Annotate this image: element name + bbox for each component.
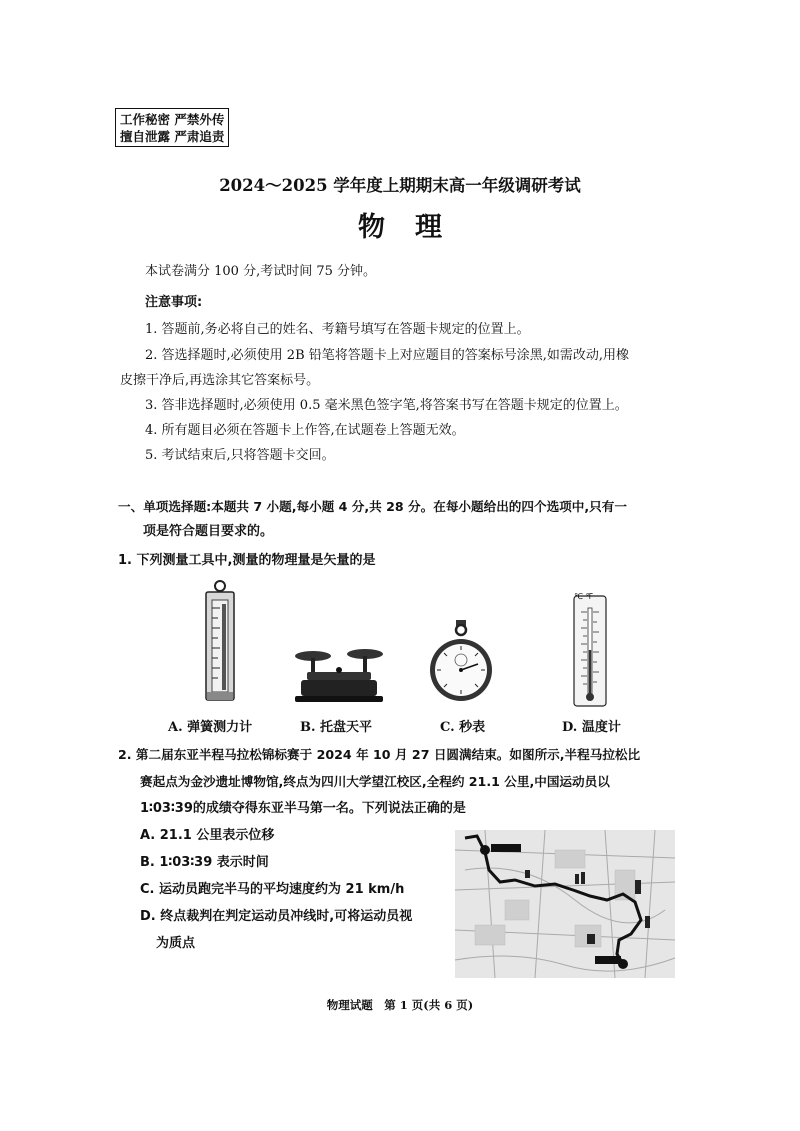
stopwatch-icon xyxy=(428,620,494,706)
page-footer: 物理试题 第 1 页(共 6 页) xyxy=(326,998,474,1012)
marathon-route-map xyxy=(455,830,675,978)
thermometer-icon xyxy=(572,588,608,708)
stamp-line-2: 擅自泄露 严肃追责 xyxy=(120,129,225,144)
section-1-heading: 一、单项选择题:本题共 7 小题,每小题 4 分,共 28 分。在每小题给出的四个选项中,只有一 xyxy=(118,499,627,514)
q2-stem-line-1: 2. 第二届东亚半程马拉松锦标赛于 2024 年 10 月 27 日圆满结束。如图所示,半程马拉松比 xyxy=(118,747,641,762)
q2-stem-line-3: 1∶03∶39的成绩夺得东亚半马第一名。下列说法正确的是 xyxy=(140,801,466,816)
q1-option-d: D. 温度计 xyxy=(562,720,621,735)
q2-option-b: B. 1∶03∶39 表示时间 xyxy=(140,855,269,870)
balance-scale-icon xyxy=(293,640,385,704)
q2-stem-line-2: 赛起点为金沙遗址博物馆,终点为四川大学望江校区,全程约 21.1 公里,中国运动员以 xyxy=(140,774,610,789)
q1-option-a: A. 弹簧测力计 xyxy=(168,720,253,735)
notice-item-4: 4. 所有题目必须在答题卡上作答,在试题卷上答题无效。 xyxy=(145,423,465,438)
subject-title: 物理 xyxy=(358,212,472,243)
notice-item-2-cont: 皮擦干净后,再选涂其它答案标号。 xyxy=(120,373,320,388)
notice-item-2: 2. 答选择题时,必须使用 2B 铅笔将答题卡上对应题目的答案标号涂黑,如需改动,用橡 xyxy=(145,348,630,363)
thermometer-units: ℃ ℉ xyxy=(574,592,594,601)
notice-item-3: 3. 答非选择题时,必须使用 0.5 毫米黑色签字笔,将答案书写在答题卡规定的位置上。 xyxy=(145,398,628,413)
notice-item-5: 5. 考试结束后,只将答题卡交回。 xyxy=(145,448,335,463)
spring-scale-icon xyxy=(196,580,244,705)
q1-stem: 1. 下列测量工具中,测量的物理量是矢量的是 xyxy=(118,553,376,568)
notice-item-1: 1. 答题前,务必将自己的姓名、考籍号填写在答题卡规定的位置上。 xyxy=(145,322,530,337)
exam-title: 2024～2025 学年度上期期末高一年级调研考试 xyxy=(219,176,581,195)
notice-title: 注意事项: xyxy=(145,295,203,310)
section-1-heading-cont: 项是符合题目要求的。 xyxy=(143,524,274,539)
confidential-stamp xyxy=(115,108,229,147)
stamp-line-1: 工作秘密 严禁外传 xyxy=(120,112,225,127)
q1-option-c: C. 秒表 xyxy=(440,720,486,735)
q2-option-d-cont: 为质点 xyxy=(156,936,196,951)
score-note: 本试卷满分 100 分,考试时间 75 分钟。 xyxy=(145,264,377,279)
q2-option-c: C. 运动员跑完半马的平均速度约为 21 km/h xyxy=(140,882,405,897)
q1-option-b: B. 托盘天平 xyxy=(300,720,373,735)
q2-option-a: A. 21.1 公里表示位移 xyxy=(140,828,275,843)
q2-option-d: D. 终点裁判在判定运动员冲线时,可将运动员视 xyxy=(140,909,413,924)
